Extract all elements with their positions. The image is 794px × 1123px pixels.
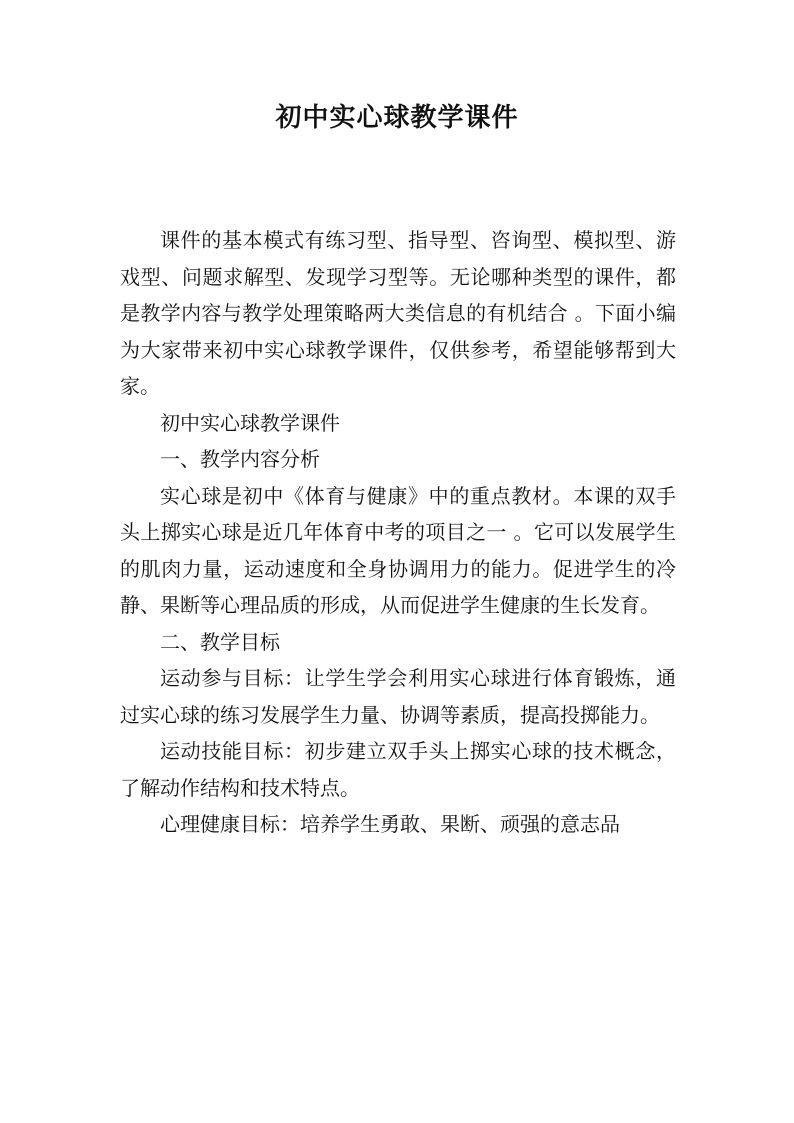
goal-skill-paragraph: 运动技能目标：初步建立双手头上掷实心球的技术概念，了解动作结构和技术特点。 [120, 739, 676, 800]
goal-participation-paragraph: 运动参与目标：让学生学会利用实心球进行体育锻炼，通过实心球的练习发展学生力量、协调等素质，提高投掷能力。 [120, 666, 676, 727]
section-heading-content-analysis: 一、教学内容分析 [160, 447, 320, 471]
goal-mental-health-paragraph: 心理健康目标：培养学生勇敢、果断、顽强的意志品 [160, 812, 620, 836]
content-analysis-paragraph: 实心球是初中《体育与健康》中的重点教材。本课的双手头上掷实心球是近几年体育中考的项目之一 。它可以发展学生的肌肉力量，运动速度和全身协调用力的能力。促进学生的冷静、果断等心理品质的形成，从而促进学生健康的生长发育。 [120, 483, 676, 617]
document-body [120, 222, 676, 843]
section-heading-teaching-goals: 二、教学目标 [160, 629, 280, 654]
intro-paragraph: 课件的基本模式有练习型、指导型、咨询型、模拟型、游戏型、问题求解型、发现学习型等。无论哪种类型的课件，都是教学内容与教学处理策略两大类信息的有机结合 。下面小编为大家带来初中实心球教学课件，仅供参考，希望能够帮到大家。 [120, 228, 676, 398]
subtitle-line: 初中实心球教学课件 [160, 410, 340, 435]
document-title: 初中实心球教学课件 [275, 103, 519, 133]
